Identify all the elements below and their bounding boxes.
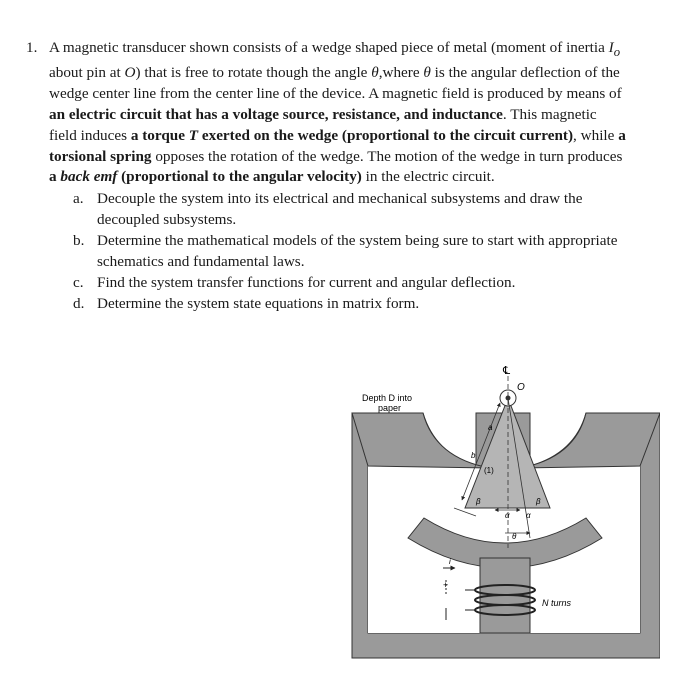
subpart-text: Determine the mathematical models of the system being sure to start with appropriate schematics and fundamental laws. xyxy=(97,232,618,271)
alpha-right-label: α xyxy=(526,511,531,520)
statement-run: ) that is free to rotate though the angle xyxy=(135,63,372,81)
statement-run: opposes the rotation of the wedge. The motion of the wedge in turn produces xyxy=(151,147,623,165)
dim-a-label: a xyxy=(488,423,493,432)
statement-run: ,where xyxy=(378,63,424,81)
subpart-text: Decouple the system into its electrical and mechanical subsystems and draw the decoupled subsystems. xyxy=(97,190,583,229)
pin-label-o: O xyxy=(517,382,525,393)
statement-run: θ xyxy=(423,63,431,81)
statement-run: an electric circuit that has a voltage source, resistance, and inductance xyxy=(49,105,503,123)
subpart-text: Determine the system state equations in matrix form. xyxy=(97,294,420,312)
subpart-label: b. xyxy=(73,232,85,250)
subparts-list xyxy=(73,189,626,314)
statement-run: back emf xyxy=(60,168,118,186)
problem-1 xyxy=(26,38,626,315)
problem-number: 1. xyxy=(26,39,38,56)
statement-run: O xyxy=(124,63,136,81)
statement-run: , while xyxy=(573,126,619,144)
statement-run: about pin at xyxy=(49,63,125,81)
transducer-figure xyxy=(350,358,660,668)
centerline-symbol: ℄ xyxy=(503,365,511,377)
depth-label-2: paper xyxy=(378,403,402,413)
statement-run: a torque xyxy=(130,126,189,144)
plus-sign: + xyxy=(443,580,449,590)
depth-label-1: Depth D into xyxy=(362,393,413,403)
subpart-0 xyxy=(73,189,626,231)
subpart-label: c. xyxy=(73,274,84,291)
statement-run: is the angular deflection of the wedge center line from the center line of the device. A magnetic field is produced by means of xyxy=(49,63,622,102)
theta-label: θ xyxy=(512,532,517,541)
subpart-label: d. xyxy=(73,294,85,312)
right-pole xyxy=(520,413,660,468)
dim-b-label: b xyxy=(471,451,476,460)
statement-run: o xyxy=(613,45,621,60)
statement-run: exerted on the wedge (proportional to the circuit current) xyxy=(198,126,574,144)
left-pole xyxy=(352,413,490,468)
subpart-text: Find the system transfer functions for current and angular deflection. xyxy=(97,274,516,291)
subpart-2 xyxy=(73,273,626,294)
subpart-label: a. xyxy=(73,190,84,208)
statement-run: a torsional spring xyxy=(49,126,626,165)
statement-run: . This magnetic field induces xyxy=(49,105,597,144)
beta-right-label: β xyxy=(536,497,541,506)
statement-run: a xyxy=(49,168,61,186)
subpart-1 xyxy=(73,231,626,273)
statement-run: θ xyxy=(371,63,379,81)
beta-left-label: β xyxy=(476,497,481,506)
problem-statement xyxy=(49,38,626,188)
statement-run: A magnetic transducer shown consists of a wedge shaped piece of metal (moment of inertia xyxy=(49,39,609,56)
statement-run: I xyxy=(608,39,614,56)
current-label: i xyxy=(449,557,451,566)
statement-run: (proportional to the angular velocity) xyxy=(117,168,362,186)
region-label: (1) xyxy=(484,466,494,475)
subpart-3 xyxy=(73,294,626,315)
statement-run: T xyxy=(188,126,199,144)
statement-run: in the electric circuit. xyxy=(361,168,495,186)
coil-label: N turns xyxy=(542,598,572,608)
alpha-label: α xyxy=(505,511,510,520)
